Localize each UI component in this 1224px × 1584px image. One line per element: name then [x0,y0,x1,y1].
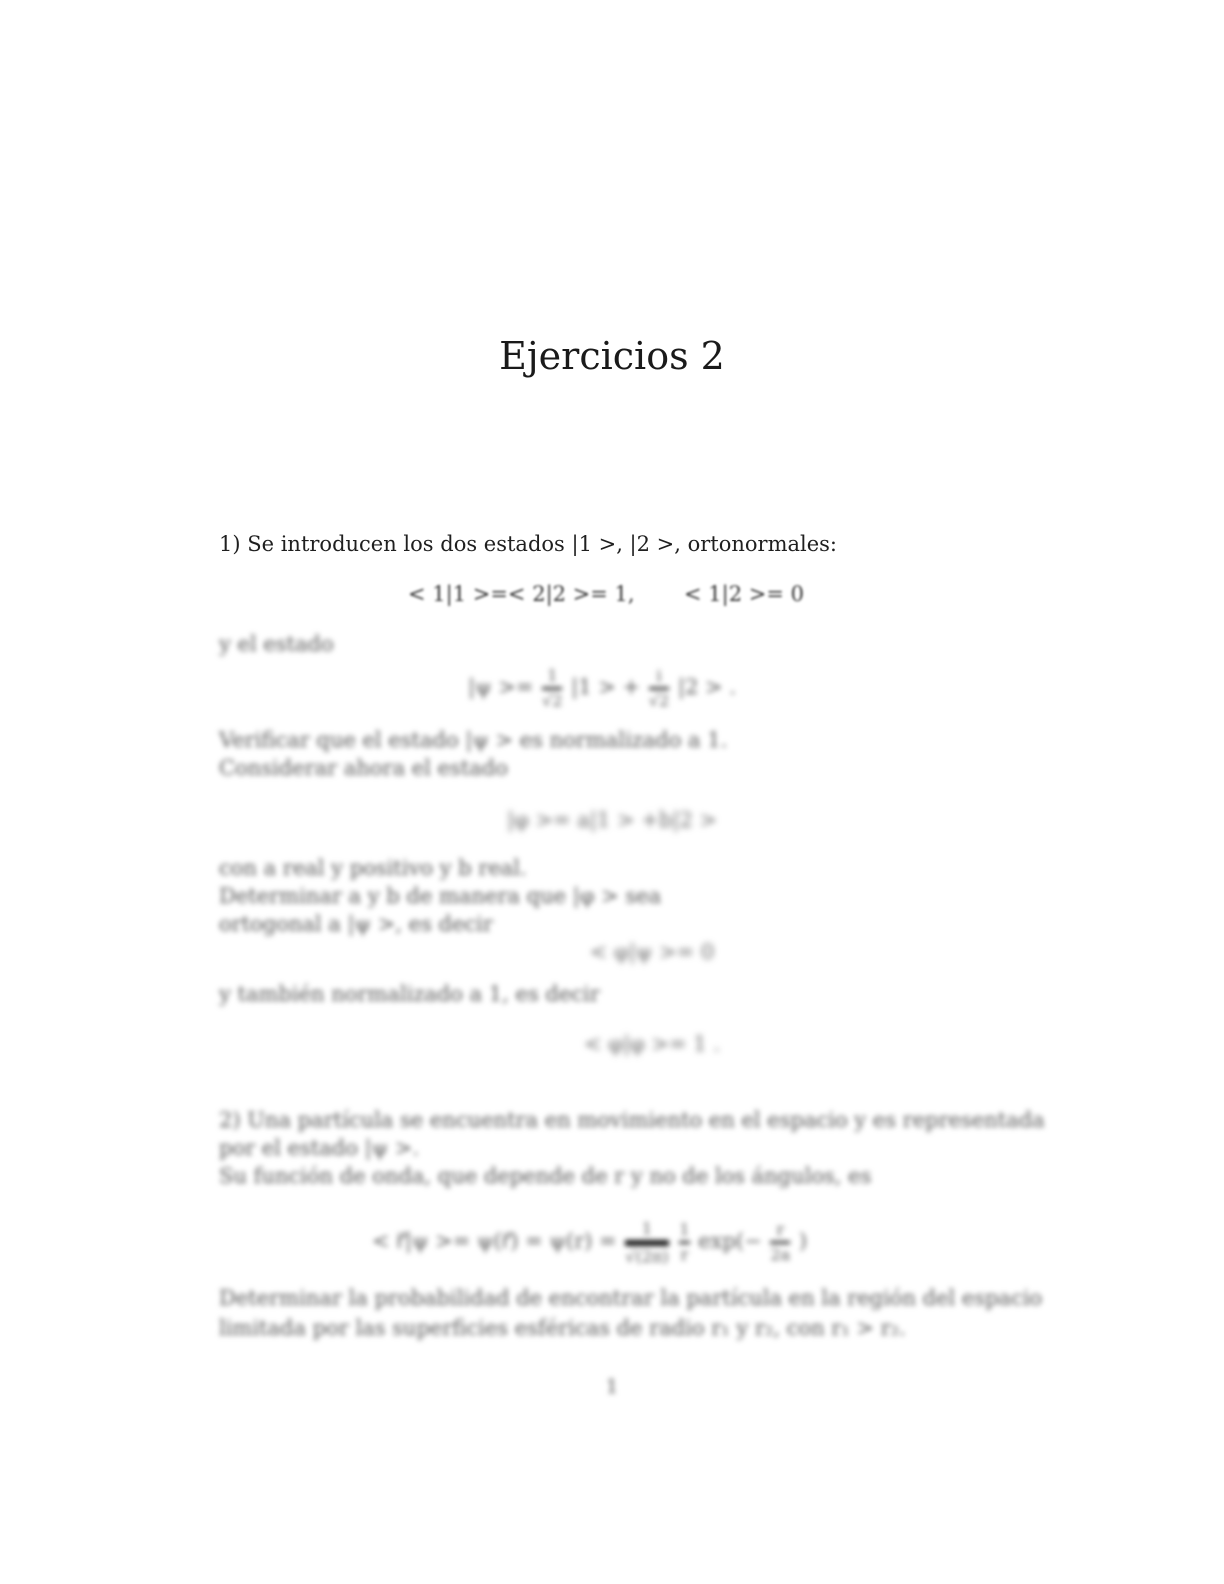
wave-fraction-1 [625,1220,668,1266]
psi-fraction-1 [542,667,562,710]
ab-condition-text: con a real y positivo y b real. [219,856,527,880]
psi-middle: |1 > + [571,675,641,699]
psi-fraction-1-denominator: √2 [542,691,563,710]
exercise2-line-5: limitada por las superficies esféricas de radio r₁ y r₂, con r₁ > r₂. [219,1316,906,1340]
fraction-bar [679,1241,689,1244]
psi-fraction-2-denominator: √2 [648,691,670,710]
orthogonal-text: ortogonal a |ψ >, es decir [219,912,493,936]
psi-equation [468,658,736,716]
wave-fraction-2 [679,1221,689,1264]
wave-fraction-1-denominator: √(2π) [625,1246,669,1266]
exercise1-intro: 1) Se introducen los dos estados |1 >, |2 >, ortonormales: [219,532,838,556]
wave-fraction-3-denominator: 2a [770,1245,791,1264]
page-number: 1 [605,1374,619,1398]
verify-text: Verificar que el estado |ψ > es normalizado a 1. [219,728,728,752]
exercise2-line-3: Su función de onda, que depende de r y no de los ángulos, es [219,1164,872,1188]
psi-tail: |2 > . [677,675,736,699]
wave-fraction-3 [770,1221,790,1264]
wave-fraction-3-numerator: r [776,1220,785,1239]
orthonormal-equation-a: < 1|1 >=< 2|2 >= 1, [408,582,635,606]
normalized-text: y también normalizado a 1, es decir [219,982,600,1006]
page-title: Ejercicios 2 [499,334,725,378]
exercise2-line-4: Determinar la probabilidad de encontrar la partícula en la región del espacio [219,1286,1043,1310]
orthogonality-equation: < φ|ψ >= 0 [589,940,715,964]
wave-function-equation [372,1212,807,1270]
determine-text: Determinar a y b de manera que |φ > sea [219,884,662,908]
fraction-bar [770,1241,790,1244]
state-intro: y el estado [219,632,334,656]
wave-end: ) [798,1229,808,1253]
wave-fraction-2-numerator: 1 [679,1220,690,1239]
phi-equation: |φ >= a|1 > +b|2 > [507,808,717,832]
psi-fraction-2-numerator: i [656,666,662,685]
fraction-bar [542,687,562,690]
psi-fraction-1-numerator: 1 [547,666,558,685]
wave-fraction-2-denominator: r [680,1245,689,1264]
exercise2-line-1: 2) Una partícula se encuentra en movimiento en el espacio y es representada [219,1108,1045,1132]
wave-lhs: < r⃗|ψ >= ψ(r⃗) = ψ(r) = [372,1229,617,1253]
fraction-bar [649,687,669,690]
psi-lhs: |ψ >= [468,675,534,699]
wave-fraction-1-numerator: 1 [641,1218,653,1238]
normalization-equation: < φ|φ >= 1 . [583,1032,720,1056]
exercise2-line-2: por el estado |ψ >. [219,1136,420,1160]
fraction-bar [625,1240,668,1246]
orthonormal-equation-b: < 1|2 >= 0 [684,582,804,606]
consider-text: Considerar ahora el estado [219,756,508,780]
wave-middle: exp(− [698,1229,762,1253]
psi-fraction-2 [649,667,669,710]
